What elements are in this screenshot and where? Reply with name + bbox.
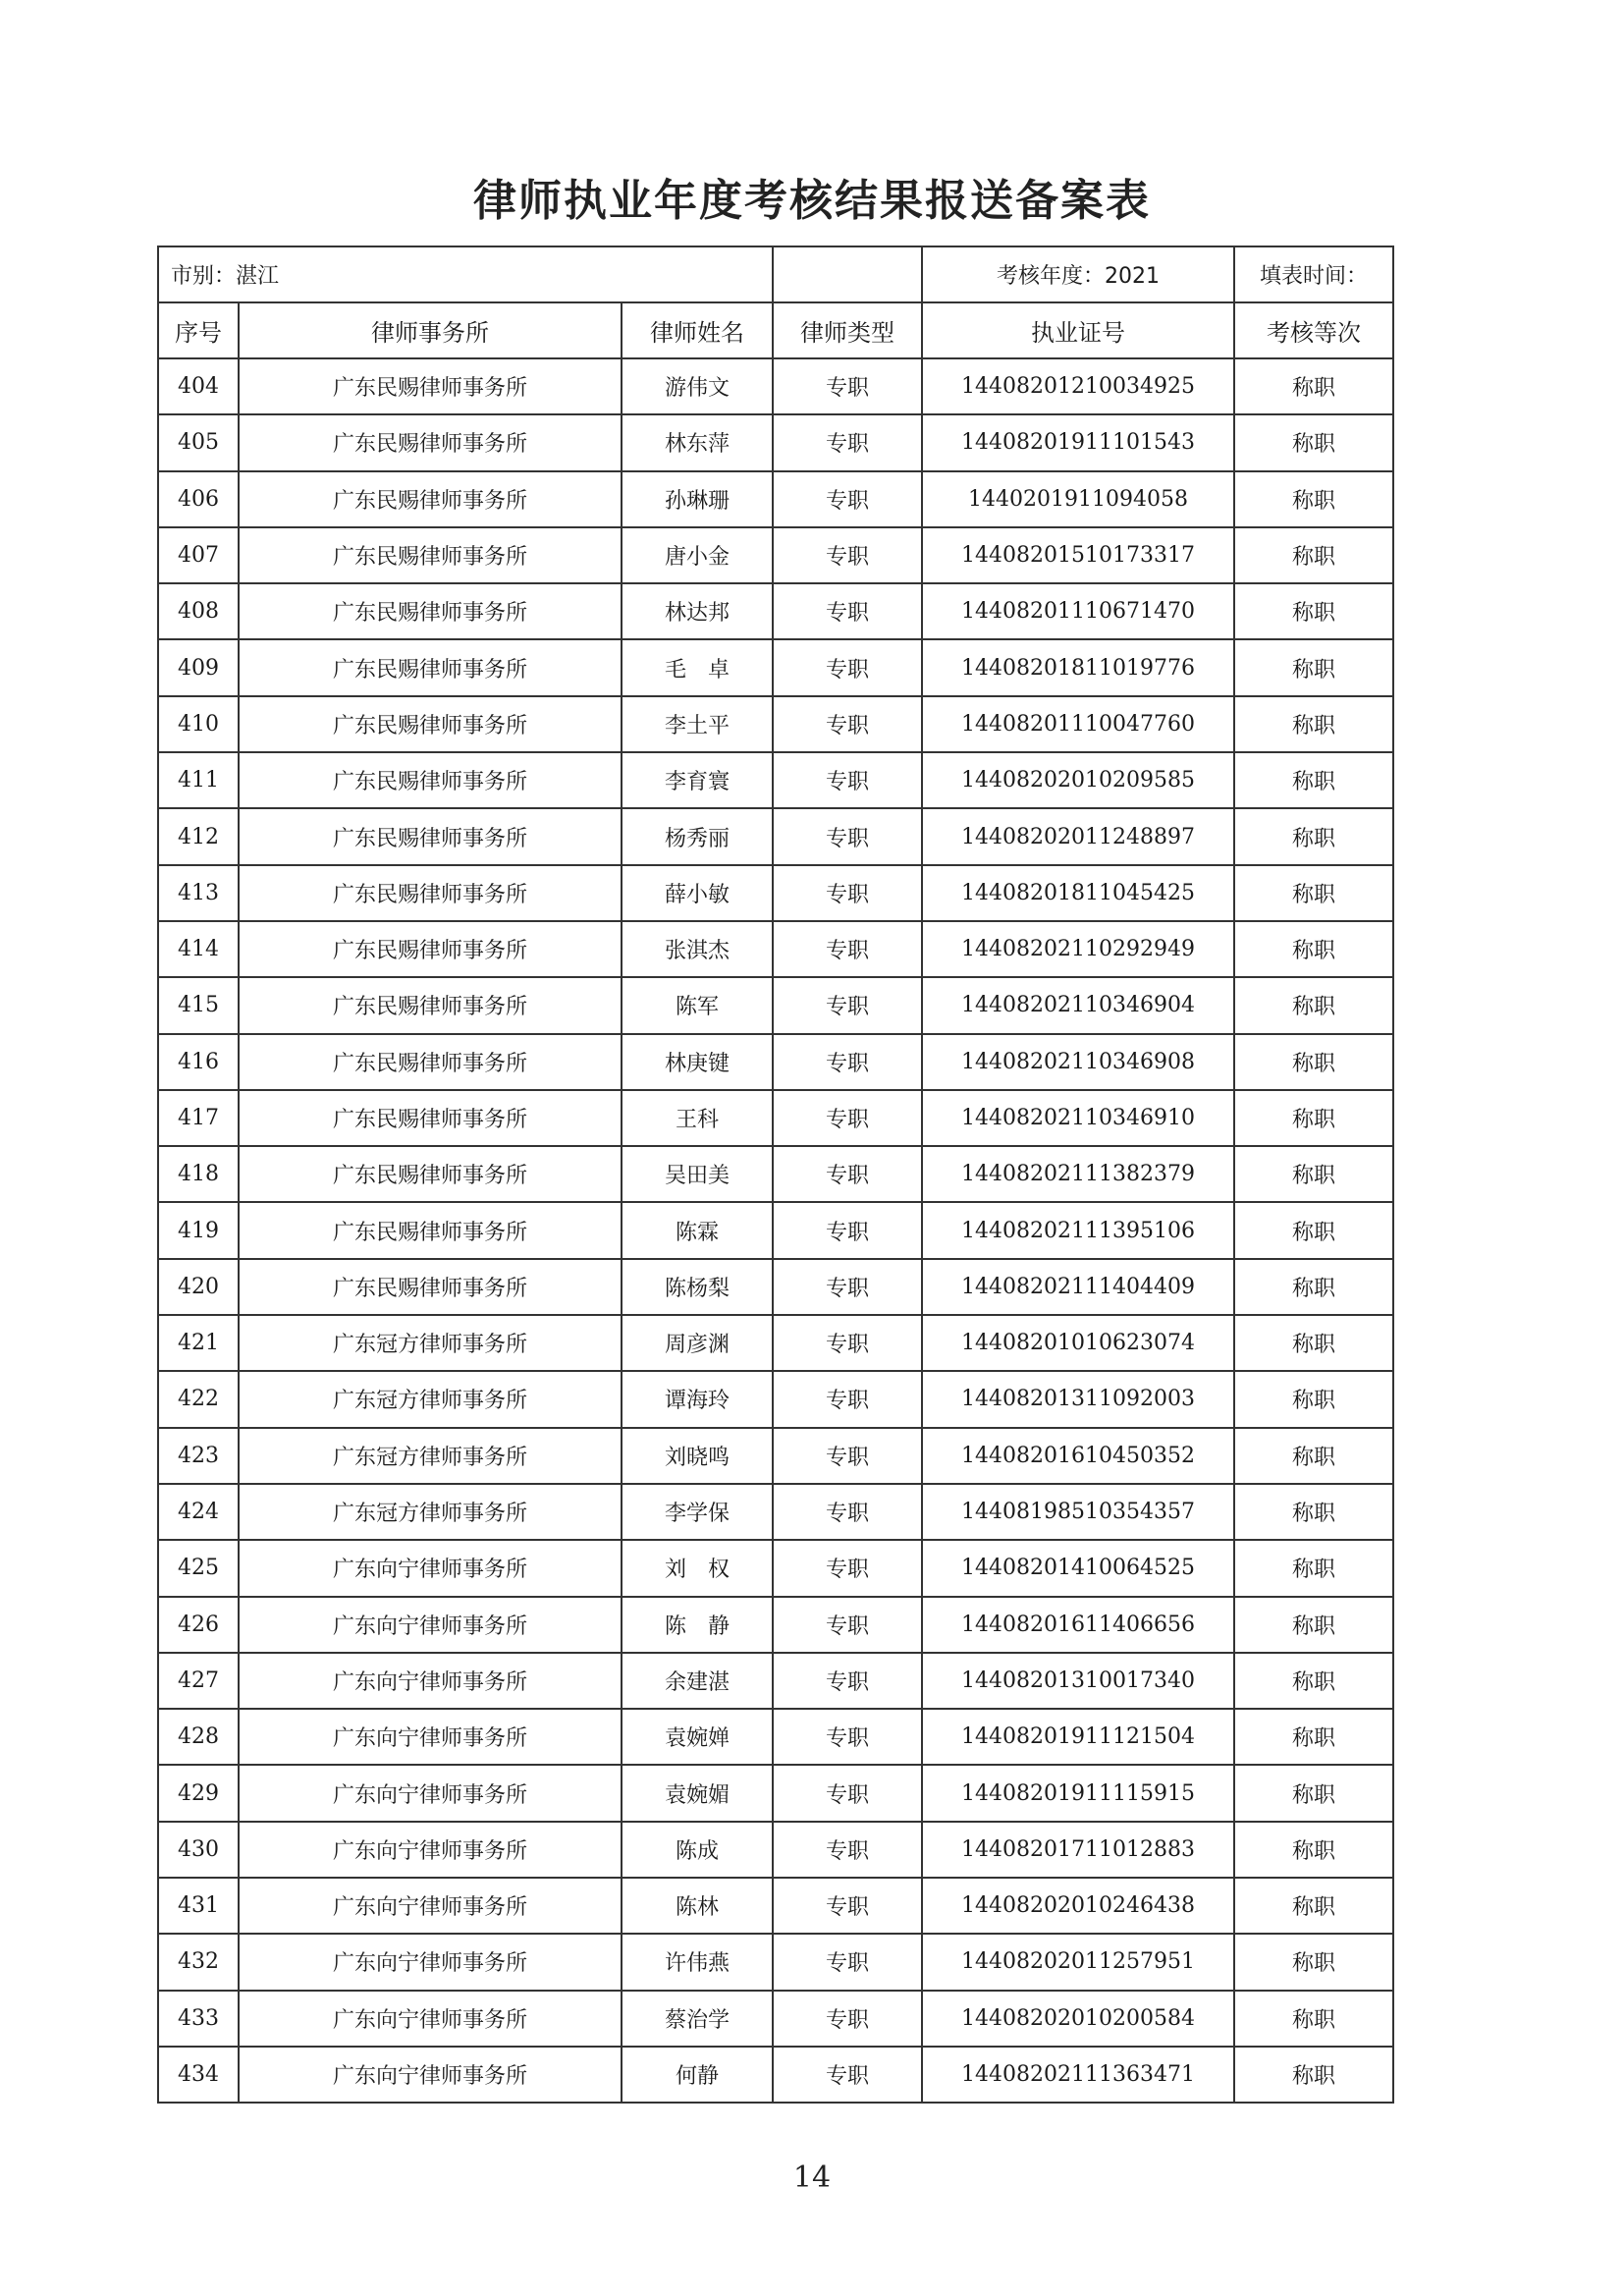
cell-firm: 广东民赐律师事务所 (239, 471, 622, 527)
cell-cert: 14408202111382379 (922, 1146, 1234, 1202)
table-row (158, 358, 1393, 414)
cell-no: 416 (158, 1034, 239, 1090)
cell-grade: 称职 (1234, 1484, 1393, 1540)
cell-grade: 称职 (1234, 1034, 1393, 1090)
cell-name: 袁婉媚 (622, 1765, 773, 1821)
cell-no: 413 (158, 865, 239, 921)
cell-no: 418 (158, 1146, 239, 1202)
cell-type: 专职 (773, 1934, 922, 1990)
cell-type: 专职 (773, 1765, 922, 1821)
cell-no: 407 (158, 527, 239, 583)
cell-cert: 14408201610450352 (922, 1428, 1234, 1484)
cell-grade: 称职 (1234, 358, 1393, 414)
cell-grade: 称职 (1234, 696, 1393, 752)
header-grade: 考核等次 (1234, 302, 1393, 358)
cell-cert: 14408201010623074 (922, 1315, 1234, 1371)
cell-firm: 广东民赐律师事务所 (239, 1259, 622, 1315)
cell-name: 王科 (622, 1090, 773, 1146)
cell-no: 406 (158, 471, 239, 527)
cell-firm: 广东向宁律师事务所 (239, 1653, 622, 1709)
cell-no: 427 (158, 1653, 239, 1709)
record-table (157, 246, 1394, 2104)
cell-cert: 14408202111395106 (922, 1202, 1234, 1258)
table-row (158, 1202, 1393, 1258)
cell-grade: 称职 (1234, 1371, 1393, 1427)
cell-firm: 广东向宁律师事务所 (239, 2047, 622, 2103)
cell-grade: 称职 (1234, 1765, 1393, 1821)
cell-no: 430 (158, 1822, 239, 1878)
cell-firm: 广东向宁律师事务所 (239, 1991, 622, 2047)
cell-cert: 14408201510173317 (922, 527, 1234, 583)
table-row (158, 1371, 1393, 1427)
cell-firm: 广东民赐律师事务所 (239, 1202, 622, 1258)
cell-cert: 14408201911115915 (922, 1765, 1234, 1821)
cell-firm: 广东向宁律师事务所 (239, 1540, 622, 1596)
cell-cert: 14408202010200584 (922, 1991, 1234, 2047)
table-row (158, 2047, 1393, 2103)
cell-type: 专职 (773, 808, 922, 864)
cell-type: 专职 (773, 1202, 922, 1258)
cell-name: 孙琳珊 (622, 471, 773, 527)
cell-firm: 广东民赐律师事务所 (239, 1090, 622, 1146)
cell-type: 专职 (773, 1540, 922, 1596)
cell-name: 李土平 (622, 696, 773, 752)
cell-grade: 称职 (1234, 414, 1393, 470)
cell-name: 谭海玲 (622, 1371, 773, 1427)
cell-grade: 称职 (1234, 1259, 1393, 1315)
cell-name: 许伟燕 (622, 1934, 773, 1990)
cell-no: 425 (158, 1540, 239, 1596)
city-label: 市别：湛江 (158, 246, 773, 302)
cell-no: 423 (158, 1428, 239, 1484)
table-row (158, 1034, 1393, 1090)
cell-firm: 广东民赐律师事务所 (239, 583, 622, 639)
table-row (158, 527, 1393, 583)
cell-cert: 14408201911101543 (922, 414, 1234, 470)
cell-type: 专职 (773, 1484, 922, 1540)
cell-no: 411 (158, 752, 239, 808)
cell-cert: 14408202111404409 (922, 1259, 1234, 1315)
cell-cert: 14408202110346904 (922, 977, 1234, 1033)
table-row (158, 921, 1393, 977)
cell-grade: 称职 (1234, 1709, 1393, 1765)
cell-name: 李育寰 (622, 752, 773, 808)
cell-type: 专职 (773, 1709, 922, 1765)
cell-firm: 广东民赐律师事务所 (239, 977, 622, 1033)
cell-name: 周彦渊 (622, 1315, 773, 1371)
cell-no: 414 (158, 921, 239, 977)
meta-empty-cell (773, 246, 922, 302)
cell-cert: 14408202110292949 (922, 921, 1234, 977)
cell-grade: 称职 (1234, 1653, 1393, 1709)
cell-grade: 称职 (1234, 527, 1393, 583)
cell-no: 426 (158, 1597, 239, 1653)
cell-name: 杨秀丽 (622, 808, 773, 864)
cell-grade: 称职 (1234, 1090, 1393, 1146)
cell-type: 专职 (773, 527, 922, 583)
cell-firm: 广东民赐律师事务所 (239, 865, 622, 921)
cell-name: 林东萍 (622, 414, 773, 470)
table-row (158, 1540, 1393, 1596)
cell-grade: 称职 (1234, 977, 1393, 1033)
cell-type: 专职 (773, 921, 922, 977)
cell-no: 431 (158, 1878, 239, 1934)
cell-grade: 称职 (1234, 1540, 1393, 1596)
cell-grade: 称职 (1234, 583, 1393, 639)
cell-firm: 广东民赐律师事务所 (239, 527, 622, 583)
cell-firm: 广东向宁律师事务所 (239, 1822, 622, 1878)
cell-no: 434 (158, 2047, 239, 2103)
cell-grade: 称职 (1234, 1822, 1393, 1878)
cell-name: 游伟文 (622, 358, 773, 414)
table-row (158, 1765, 1393, 1821)
cell-cert: 14408201410064525 (922, 1540, 1234, 1596)
table-row (158, 1709, 1393, 1765)
cell-type: 专职 (773, 696, 922, 752)
cell-firm: 广东向宁律师事务所 (239, 1597, 622, 1653)
cell-grade: 称职 (1234, 1146, 1393, 1202)
table-row (158, 1484, 1393, 1540)
cell-no: 428 (158, 1709, 239, 1765)
table-row (158, 865, 1393, 921)
cell-firm: 广东民赐律师事务所 (239, 358, 622, 414)
cell-type: 专职 (773, 1822, 922, 1878)
cell-grade: 称职 (1234, 865, 1393, 921)
cell-type: 专职 (773, 1315, 922, 1371)
page-number: 14 (792, 2160, 832, 2195)
cell-cert: 14408202110346908 (922, 1034, 1234, 1090)
cell-firm: 广东冠方律师事务所 (239, 1371, 622, 1427)
cell-cert: 14408202010209585 (922, 752, 1234, 808)
cell-no: 409 (158, 639, 239, 695)
cell-no: 421 (158, 1315, 239, 1371)
cell-grade: 称职 (1234, 921, 1393, 977)
cell-grade: 称职 (1234, 1878, 1393, 1934)
cell-grade: 称职 (1234, 2047, 1393, 2103)
table-row (158, 1934, 1393, 1990)
cell-name: 陈 静 (622, 1597, 773, 1653)
cell-no: 408 (158, 583, 239, 639)
cell-type: 专职 (773, 414, 922, 470)
cell-name: 刘晓鸣 (622, 1428, 773, 1484)
cell-type: 专职 (773, 752, 922, 808)
cell-firm: 广东民赐律师事务所 (239, 808, 622, 864)
cell-type: 专职 (773, 1259, 922, 1315)
cell-firm: 广东冠方律师事务所 (239, 1428, 622, 1484)
cell-cert: 14408202011248897 (922, 808, 1234, 864)
cell-no: 415 (158, 977, 239, 1033)
cell-type: 专职 (773, 471, 922, 527)
cell-grade: 称职 (1234, 1934, 1393, 1990)
table-row (158, 1597, 1393, 1653)
cell-no: 405 (158, 414, 239, 470)
cell-cert: 14408202010246438 (922, 1878, 1234, 1934)
cell-grade: 称职 (1234, 639, 1393, 695)
cell-type: 专职 (773, 1597, 922, 1653)
table-row (158, 752, 1393, 808)
cell-type: 专职 (773, 1653, 922, 1709)
cell-no: 412 (158, 808, 239, 864)
cell-name: 陈军 (622, 977, 773, 1033)
cell-name: 余建湛 (622, 1653, 773, 1709)
cell-firm: 广东民赐律师事务所 (239, 639, 622, 695)
table-row (158, 414, 1393, 470)
cell-no: 432 (158, 1934, 239, 1990)
cell-no: 422 (158, 1371, 239, 1427)
cell-firm: 广东冠方律师事务所 (239, 1484, 622, 1540)
fill-time-label: 填表时间： (1234, 246, 1393, 302)
cell-firm: 广东冠方律师事务所 (239, 1315, 622, 1371)
cell-name: 陈霖 (622, 1202, 773, 1258)
cell-type: 专职 (773, 1090, 922, 1146)
cell-no: 419 (158, 1202, 239, 1258)
cell-name: 刘 权 (622, 1540, 773, 1596)
cell-no: 417 (158, 1090, 239, 1146)
cell-name: 陈杨梨 (622, 1259, 773, 1315)
cell-grade: 称职 (1234, 1202, 1393, 1258)
cell-cert: 14408202111363471 (922, 2047, 1234, 2103)
table-row (158, 1259, 1393, 1315)
cell-type: 专职 (773, 2047, 922, 2103)
header-name: 律师姓名 (622, 302, 773, 358)
cell-cert: 14408201711012883 (922, 1822, 1234, 1878)
cell-type: 专职 (773, 1991, 922, 2047)
cell-name: 林庚键 (622, 1034, 773, 1090)
cell-grade: 称职 (1234, 1597, 1393, 1653)
cell-name: 袁婉婵 (622, 1709, 773, 1765)
table-row (158, 1090, 1393, 1146)
cell-name: 唐小金 (622, 527, 773, 583)
table-row (158, 639, 1393, 695)
cell-firm: 广东民赐律师事务所 (239, 1034, 622, 1090)
cell-firm: 广东向宁律师事务所 (239, 1709, 622, 1765)
cell-cert: 14408201811019776 (922, 639, 1234, 695)
cell-type: 专职 (773, 1878, 922, 1934)
cell-name: 林达邦 (622, 583, 773, 639)
cell-cert: 14408201611406656 (922, 1597, 1234, 1653)
cell-type: 专职 (773, 583, 922, 639)
cell-grade: 称职 (1234, 752, 1393, 808)
table-row (158, 1878, 1393, 1934)
cell-name: 薛小敏 (622, 865, 773, 921)
assessment-year: 考核年度：2021 (922, 246, 1234, 302)
cell-name: 李学保 (622, 1484, 773, 1540)
table-row (158, 1315, 1393, 1371)
table-row (158, 1822, 1393, 1878)
cell-name: 蔡治学 (622, 1991, 773, 2047)
table-row (158, 1991, 1393, 2047)
table-row (158, 1653, 1393, 1709)
header-cert: 执业证号 (922, 302, 1234, 358)
cell-firm: 广东民赐律师事务所 (239, 1146, 622, 1202)
cell-type: 专职 (773, 1146, 922, 1202)
table-row (158, 1428, 1393, 1484)
cell-name: 吴田美 (622, 1146, 773, 1202)
cell-cert: 14408201811045425 (922, 865, 1234, 921)
cell-cert: 14408201911121504 (922, 1709, 1234, 1765)
cell-cert: 14408201311092003 (922, 1371, 1234, 1427)
header-type: 律师类型 (773, 302, 922, 358)
cell-firm: 广东向宁律师事务所 (239, 1934, 622, 1990)
cell-no: 410 (158, 696, 239, 752)
cell-grade: 称职 (1234, 808, 1393, 864)
cell-type: 专职 (773, 977, 922, 1033)
cell-grade: 称职 (1234, 1991, 1393, 2047)
cell-type: 专职 (773, 639, 922, 695)
cell-firm: 广东民赐律师事务所 (239, 752, 622, 808)
cell-type: 专职 (773, 1428, 922, 1484)
cell-firm: 广东民赐律师事务所 (239, 696, 622, 752)
cell-type: 专职 (773, 358, 922, 414)
cell-type: 专职 (773, 1371, 922, 1427)
cell-cert: 14408198510354357 (922, 1484, 1234, 1540)
table-row (158, 808, 1393, 864)
cell-grade: 称职 (1234, 471, 1393, 527)
meta-row (158, 246, 1393, 302)
cell-name: 张淇杰 (622, 921, 773, 977)
cell-name: 何静 (622, 2047, 773, 2103)
cell-name: 陈林 (622, 1878, 773, 1934)
cell-firm: 广东民赐律师事务所 (239, 414, 622, 470)
table-row (158, 471, 1393, 527)
header-firm: 律师事务所 (239, 302, 622, 358)
cell-firm: 广东向宁律师事务所 (239, 1878, 622, 1934)
cell-no: 420 (158, 1259, 239, 1315)
cell-no: 424 (158, 1484, 239, 1540)
page-title: 律师执业年度考核结果报送备案表 (473, 176, 1151, 226)
table-row (158, 977, 1393, 1033)
table-row (158, 1146, 1393, 1202)
cell-no: 433 (158, 1991, 239, 2047)
cell-name: 陈成 (622, 1822, 773, 1878)
cell-type: 专职 (773, 1034, 922, 1090)
header-row (158, 302, 1393, 358)
cell-no: 429 (158, 1765, 239, 1821)
cell-firm: 广东向宁律师事务所 (239, 1765, 622, 1821)
header-no: 序号 (158, 302, 239, 358)
cell-cert: 14408201110047760 (922, 696, 1234, 752)
table-row (158, 696, 1393, 752)
cell-cert: 14408201210034925 (922, 358, 1234, 414)
cell-grade: 称职 (1234, 1428, 1393, 1484)
cell-grade: 称职 (1234, 1315, 1393, 1371)
cell-name: 毛 卓 (622, 639, 773, 695)
cell-cert: 14408201310017340 (922, 1653, 1234, 1709)
cell-cert: 14408202011257951 (922, 1934, 1234, 1990)
cell-type: 专职 (773, 865, 922, 921)
table-row (158, 583, 1393, 639)
cell-cert: 14408201110671470 (922, 583, 1234, 639)
cell-no: 404 (158, 358, 239, 414)
cell-firm: 广东民赐律师事务所 (239, 921, 622, 977)
cell-cert: 1440201911094058 (922, 471, 1234, 527)
cell-cert: 14408202110346910 (922, 1090, 1234, 1146)
